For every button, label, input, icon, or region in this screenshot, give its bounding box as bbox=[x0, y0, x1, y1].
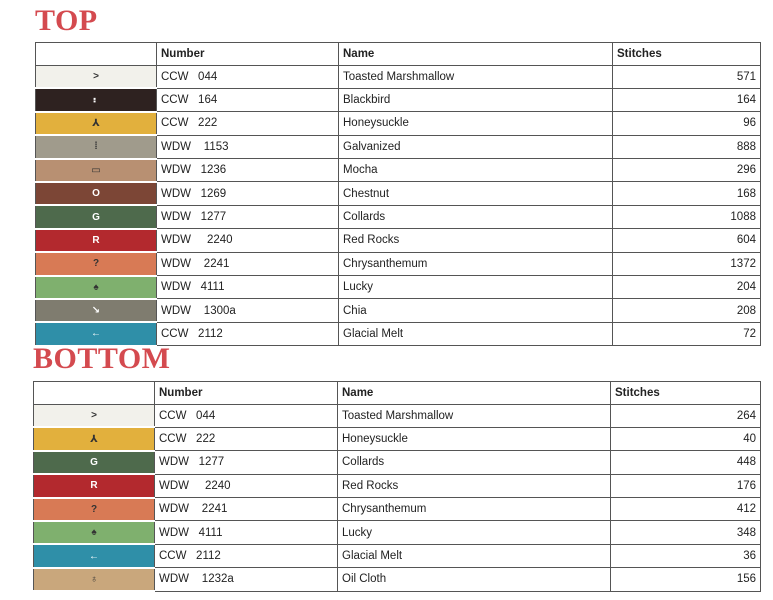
color-swatch-symbol: ♠ bbox=[34, 521, 155, 544]
thread-name: Chestnut bbox=[339, 182, 613, 205]
color-swatch-symbol: ⅄ bbox=[36, 112, 157, 135]
number-column-header: Number bbox=[157, 43, 339, 66]
thread-name: Glacial Melt bbox=[338, 544, 611, 567]
color-swatch-symbol: R bbox=[36, 229, 157, 252]
thread-name: Red Rocks bbox=[338, 474, 611, 497]
color-swatch-symbol: ⁞ bbox=[36, 135, 157, 158]
thread-number: WDW 1277 bbox=[155, 451, 338, 474]
thread-number: WDW 4111 bbox=[157, 276, 339, 299]
thread-number: WDW 1153 bbox=[157, 135, 339, 158]
thread-table-top bbox=[35, 42, 761, 347]
thread-number: WDW 1269 bbox=[157, 182, 339, 205]
thread-name: Mocha bbox=[339, 159, 613, 182]
table-row bbox=[36, 205, 761, 228]
table-row bbox=[36, 66, 761, 89]
thread-name: Lucky bbox=[339, 276, 613, 299]
thread-name: Chrysanthemum bbox=[338, 498, 611, 521]
thread-number: CCW 044 bbox=[157, 66, 339, 89]
stitch-count: 1372 bbox=[613, 252, 761, 275]
thread-number: CCW 164 bbox=[157, 88, 339, 111]
stitch-count: 36 bbox=[611, 544, 761, 567]
stitch-count: 264 bbox=[611, 405, 761, 428]
color-swatch-symbol: > bbox=[34, 405, 155, 428]
section-title-bottom: BOTTOM bbox=[33, 342, 171, 375]
table-row bbox=[34, 427, 761, 450]
stitch-count: 204 bbox=[613, 276, 761, 299]
color-swatch-symbol: > bbox=[36, 66, 157, 89]
thread-number: WDW 1236 bbox=[157, 159, 339, 182]
thread-number: WDW 1300a bbox=[157, 299, 339, 322]
table-row bbox=[36, 299, 761, 322]
thread-number: WDW 2241 bbox=[157, 252, 339, 275]
table-row bbox=[36, 159, 761, 182]
table-row bbox=[36, 252, 761, 275]
stitch-count: 168 bbox=[613, 182, 761, 205]
color-swatch-symbol: ← bbox=[34, 544, 155, 567]
color-swatch-symbol: ⅄ bbox=[34, 427, 155, 450]
color-swatch-symbol: O bbox=[36, 182, 157, 205]
stitches-column-header: Stitches bbox=[611, 382, 761, 405]
table-row bbox=[34, 544, 761, 567]
thread-name: Honeysuckle bbox=[338, 427, 611, 450]
color-swatch-symbol: R bbox=[34, 474, 155, 497]
color-swatch-symbol: ? bbox=[34, 498, 155, 521]
thread-name: Glacial Melt bbox=[339, 322, 613, 345]
thread-number: WDW 4111 bbox=[155, 521, 338, 544]
color-swatch-symbol: ← bbox=[36, 322, 157, 345]
thread-number: CCW 2112 bbox=[157, 322, 339, 345]
table-row bbox=[34, 568, 761, 591]
thread-number: CCW 222 bbox=[157, 112, 339, 135]
thread-name: Lucky bbox=[338, 521, 611, 544]
color-swatch-symbol: ♁ bbox=[34, 568, 155, 591]
stitch-count: 888 bbox=[613, 135, 761, 158]
stitch-count: 296 bbox=[613, 159, 761, 182]
thread-name: Blackbird bbox=[339, 88, 613, 111]
thread-name: Oil Cloth bbox=[338, 568, 611, 591]
thread-number: WDW 1232a bbox=[155, 568, 338, 591]
swatch-column-header bbox=[34, 382, 155, 405]
swatch-column-header bbox=[36, 43, 157, 66]
thread-name: Red Rocks bbox=[339, 229, 613, 252]
table-row bbox=[34, 405, 761, 428]
thread-number: CCW 044 bbox=[155, 405, 338, 428]
thread-table-bottom bbox=[33, 381, 761, 592]
stitch-count: 348 bbox=[611, 521, 761, 544]
table-row bbox=[34, 451, 761, 474]
stitch-count: 412 bbox=[611, 498, 761, 521]
color-swatch-symbol: ? bbox=[36, 252, 157, 275]
thread-number: WDW 2240 bbox=[155, 474, 338, 497]
stitch-count: 40 bbox=[611, 427, 761, 450]
thread-number: WDW 1277 bbox=[157, 205, 339, 228]
thread-name: Toasted Marshmallow bbox=[339, 66, 613, 89]
thread-name: Chia bbox=[339, 299, 613, 322]
table-header-row bbox=[36, 43, 761, 66]
thread-number: WDW 2240 bbox=[157, 229, 339, 252]
stitch-count: 571 bbox=[613, 66, 761, 89]
thread-name: Toasted Marshmallow bbox=[338, 405, 611, 428]
color-swatch-symbol: ▭ bbox=[36, 159, 157, 182]
stitch-count: 156 bbox=[611, 568, 761, 591]
thread-number: CCW 2112 bbox=[155, 544, 338, 567]
thread-name: Galvanized bbox=[339, 135, 613, 158]
color-swatch-symbol: G bbox=[34, 451, 155, 474]
thread-name: Collards bbox=[339, 205, 613, 228]
stitch-count: 604 bbox=[613, 229, 761, 252]
table-row bbox=[36, 88, 761, 111]
color-swatch-symbol: ↘ bbox=[36, 299, 157, 322]
table-row bbox=[36, 135, 761, 158]
table-header-row bbox=[34, 382, 761, 405]
stitch-count: 164 bbox=[613, 88, 761, 111]
table-row bbox=[36, 112, 761, 135]
stitch-count: 96 bbox=[613, 112, 761, 135]
table-row bbox=[34, 521, 761, 544]
thread-number: WDW 2241 bbox=[155, 498, 338, 521]
stitches-column-header: Stitches bbox=[613, 43, 761, 66]
color-swatch-symbol: G bbox=[36, 205, 157, 228]
thread-name: Honeysuckle bbox=[339, 112, 613, 135]
table-row bbox=[34, 474, 761, 497]
stitch-count: 208 bbox=[613, 299, 761, 322]
stitch-count: 176 bbox=[611, 474, 761, 497]
stitch-count: 1088 bbox=[613, 205, 761, 228]
section-title-top: TOP bbox=[35, 4, 98, 37]
thread-name: Collards bbox=[338, 451, 611, 474]
table-row bbox=[36, 276, 761, 299]
number-column-header: Number bbox=[155, 382, 338, 405]
stitch-count: 72 bbox=[613, 322, 761, 345]
color-swatch-symbol: ⠆ bbox=[36, 88, 157, 111]
color-swatch-symbol: ♠ bbox=[36, 276, 157, 299]
stitch-count: 448 bbox=[611, 451, 761, 474]
table-row bbox=[36, 182, 761, 205]
table-row bbox=[36, 229, 761, 252]
thread-number: CCW 222 bbox=[155, 427, 338, 450]
name-column-header: Name bbox=[339, 43, 613, 66]
table-row bbox=[34, 498, 761, 521]
name-column-header: Name bbox=[338, 382, 611, 405]
thread-name: Chrysanthemum bbox=[339, 252, 613, 275]
